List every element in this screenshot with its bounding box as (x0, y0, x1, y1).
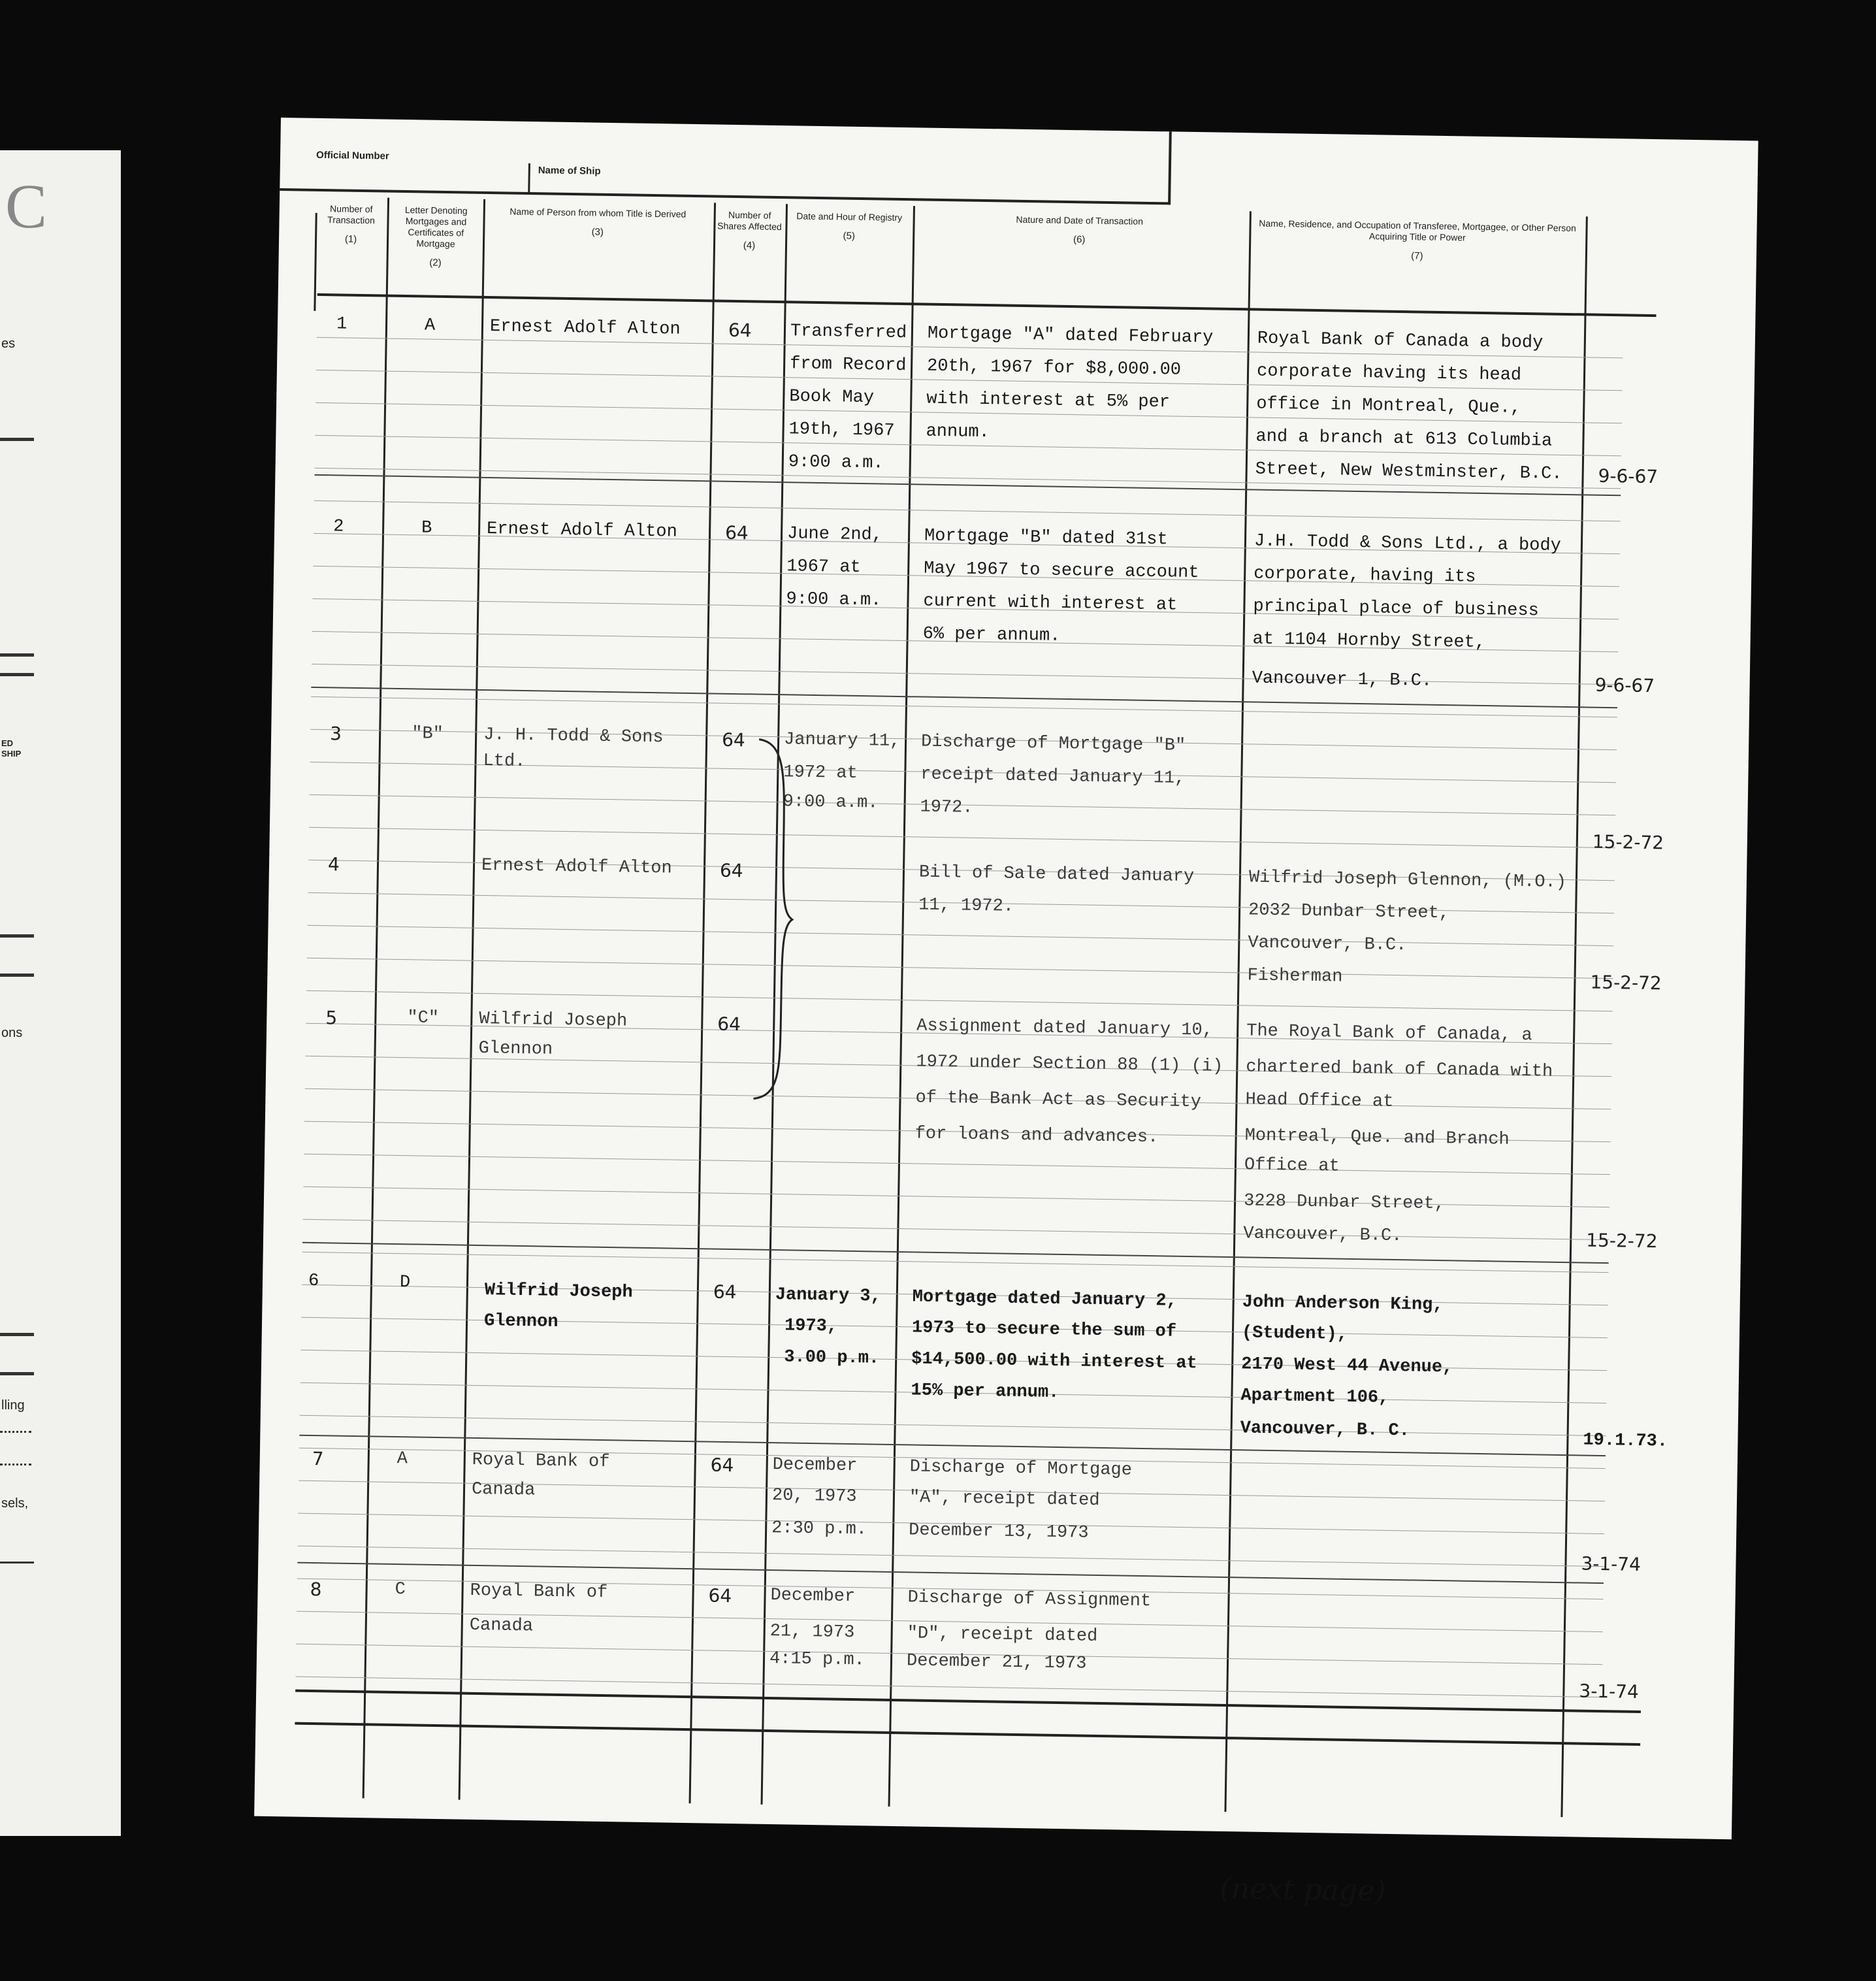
nature-line: 20th, 1967 for $8,000.00 (926, 356, 1182, 380)
nature-line: Discharge of Mortgage "B" (920, 732, 1186, 756)
column-header-registry-date: Date and Hour of Registry (5) (796, 210, 903, 242)
left-rule (0, 653, 34, 657)
registry-stamp-date: 9-6-67 (1594, 674, 1655, 697)
title-from: Canada (469, 1615, 534, 1637)
shares-affected: 64 (713, 1281, 737, 1303)
registry-date-line: 1973, (784, 1316, 838, 1337)
transaction-number: 8 (310, 1578, 322, 1601)
transferee-line: Office at (1244, 1155, 1340, 1177)
registry-date-line: 3.00 p.m. (784, 1347, 880, 1369)
title-from: Ernest Adolf Alton (489, 317, 681, 340)
transaction-number: 4 (327, 853, 340, 876)
left-fragment: ons (1, 1026, 23, 1040)
transaction-number: 1 (336, 314, 348, 335)
registry-stamp-date: 15-2-72 (1592, 830, 1664, 854)
left-dots (0, 1431, 31, 1433)
nature-line: "A", receipt dated (909, 1488, 1100, 1511)
nature-line: annum. (926, 421, 990, 443)
nature-line: 6% per annum. (922, 624, 1061, 646)
ship-register-page (254, 118, 1758, 1908)
ruled-line (298, 1546, 1604, 1567)
ruled-line (307, 958, 1613, 979)
transferee-line: (Student), (1241, 1323, 1348, 1345)
nature-line: Assignment dated January 10, (916, 1016, 1214, 1041)
registry-date-line: 9:00 a.m. (783, 792, 879, 813)
transferee-line: corporate having its head (1256, 361, 1522, 385)
ruled-line (309, 827, 1615, 848)
registry-stamp-date: 15-2-72 (1590, 971, 1662, 994)
shares-affected: 64 (708, 1584, 732, 1607)
nature-line: May 1967 to secure account (924, 559, 1199, 583)
registry-stamp-date: 19.1.73. (1583, 1430, 1668, 1452)
title-from: Ernest Adolf Alton (486, 519, 677, 542)
registry-date-line: Book May (789, 387, 875, 408)
nature-line: current with interest at (923, 591, 1178, 615)
shares-affected: 64 (728, 319, 752, 342)
registry-date-line: 19th, 1967 (788, 419, 895, 441)
nature-line: Discharge of Mortgage (909, 1457, 1133, 1481)
mortgage-letter: A (424, 316, 436, 336)
shares-affected: 64 (710, 1454, 734, 1477)
registry-stamp-date: 9-6-67 (1598, 465, 1658, 488)
nature-line: Discharge of Assignment (907, 1588, 1152, 1612)
registry-date-line: Transferred (790, 321, 907, 344)
title-from: Ernest Adolf Alton (481, 855, 672, 879)
nature-line: $14,500.00 with interest at (911, 1349, 1197, 1374)
transferee-line: Fisherman (1247, 966, 1343, 987)
registry-date-line: 9:00 a.m. (788, 452, 884, 474)
page-letter: C (5, 171, 48, 241)
left-fragment: lling (1, 1398, 25, 1413)
registry-date-line: 4:15 p.m. (769, 1649, 865, 1671)
grouping-bracket (750, 736, 801, 1103)
left-fragment: SHIP (1, 749, 22, 759)
column-header-shares: Number of Shares Affected (4) (717, 209, 782, 252)
previous-page-edge (0, 150, 121, 1836)
transferee-line: J.H. Todd & Sons Ltd., a body (1253, 531, 1562, 556)
registry-stamp-date: 3-1-74 (1579, 1680, 1640, 1703)
transferee-line: 3228 Dunbar Street, (1243, 1191, 1446, 1215)
ruled-line (302, 1252, 1609, 1273)
transferee-line: corporate, having its (1253, 564, 1476, 587)
column-rule (1224, 211, 1251, 1812)
left-rule (0, 1372, 34, 1375)
column-rule (1561, 216, 1587, 1817)
registry-stamp-date: 3-1-74 (1581, 1552, 1642, 1575)
transaction-number: 7 (312, 1448, 324, 1470)
column-rule (363, 198, 389, 1799)
ship-header-box (280, 118, 1172, 205)
transferee-line: Royal Bank of Canada a body (1257, 329, 1544, 353)
title-from: Canada (471, 1479, 536, 1501)
nature-line: December 13, 1973 (908, 1520, 1089, 1543)
left-rule (0, 673, 34, 676)
column-header-mortgage-letter: Letter Denoting Mortgages and Certificates of Mortgage (2) (404, 205, 468, 269)
entry-separator (302, 1242, 1609, 1264)
nature-line: December 21, 1973 (906, 1651, 1087, 1674)
next-page-note: (next page) (1220, 1871, 1386, 1908)
transferee-line: office in Montreal, Que., (1256, 394, 1521, 418)
nature-line: of the Bank Act as Security (915, 1088, 1202, 1113)
nature-line: Mortgage dated January 2, (912, 1287, 1178, 1311)
left-rule (0, 974, 34, 977)
title-from: Royal Bank of (472, 1450, 610, 1473)
left-fragment: ED (1, 738, 14, 748)
registry-date-line: January 3, (775, 1285, 882, 1307)
nature-line: for loans and advances. (914, 1124, 1159, 1148)
registry-date-line: from Record (789, 354, 907, 376)
nature-line: 11, 1972. (918, 895, 1014, 917)
transferee-line: and a branch at 613 Columbia (1255, 427, 1553, 451)
nature-line: "D", receipt dated (907, 1624, 1098, 1646)
transferee-line: John Anderson King, (1242, 1292, 1444, 1316)
transferee-line: principal place of business (1253, 597, 1540, 621)
left-rule (0, 438, 34, 441)
transferee-line: The Royal Bank of Canada, a (1246, 1021, 1532, 1046)
column-header-title-from: Name of Person from whom Title is Derived (3) (509, 206, 687, 238)
left-rule (0, 1333, 34, 1336)
registry-date-line: 1967 at (786, 557, 861, 578)
transaction-number: 6 (308, 1271, 319, 1292)
column-rule (459, 199, 485, 1800)
nature-line: Mortgage "A" dated February (927, 323, 1214, 348)
column-header-transaction-number: Number of Transaction (1) (327, 203, 375, 245)
transferee-line: 2032 Dunbar Street, (1248, 900, 1450, 924)
registry-date-line: January 11, (783, 730, 901, 752)
title-from: Royal Bank of (470, 1580, 608, 1603)
official-number-label: Official Number (315, 149, 389, 162)
transferee-line: Wilfrid Joseph Glennon, (M.O.) (1248, 868, 1567, 893)
transaction-number: 3 (329, 723, 342, 745)
registry-date-line: 21, 1973 (769, 1622, 855, 1643)
transferee-line: Street, New Westminster, B.C. (1255, 459, 1562, 484)
transferee-line: Vancouver 1, B.C. (1252, 668, 1432, 691)
mortgage-letter: C (395, 1580, 406, 1600)
registry-stamp-date: 15-2-72 (1586, 1229, 1658, 1252)
title-from: Wilfrid Joseph (479, 1009, 628, 1032)
registry-date-line: June 2nd, (786, 524, 883, 546)
registry-date-line: 20, 1973 (771, 1486, 857, 1507)
mortgage-letter: D (399, 1273, 411, 1293)
transferee-line: 2170 West 44 Avenue, (1240, 1354, 1453, 1378)
mortgage-letter: B (421, 518, 432, 538)
title-from: Glennon (478, 1038, 553, 1060)
column-rule (689, 203, 716, 1803)
table-bottom-rule (295, 1690, 1641, 1713)
transaction-number: 2 (332, 517, 344, 537)
title-from: J. H. Todd & Sons (483, 725, 664, 748)
column-header-nature: Nature and Date of Transaction (6) (1016, 214, 1144, 246)
transferee-line: Vancouver, B.C. (1243, 1224, 1402, 1247)
title-from: Wilfrid Joseph (484, 1281, 633, 1303)
left-fragment: sels, (1, 1496, 29, 1511)
transaction-number: 5 (325, 1007, 338, 1029)
transferee-line: Head Office at (1245, 1090, 1394, 1112)
left-rule (0, 1562, 34, 1564)
registry-date-line: 9:00 a.m. (786, 589, 882, 611)
mortgage-letter: A (396, 1449, 408, 1469)
transferee-line: chartered bank of Canada with (1246, 1057, 1553, 1082)
ruled-line (311, 696, 1617, 717)
title-from: Glennon (483, 1311, 558, 1332)
registry-date-line: December (770, 1586, 856, 1607)
mortgage-letter: "C" (407, 1008, 440, 1028)
transferee-line: Vancouver, B. C. (1240, 1418, 1410, 1441)
left-rule (0, 934, 34, 938)
registry-date-line: December (772, 1455, 858, 1477)
nature-line: receipt dated January 11, (920, 764, 1186, 789)
column-header-transferee: Name, Residence, and Occupation of Transferee, Mortgagee, or Other Person Acquiring Title or Power (7) (1259, 218, 1577, 262)
left-dots (0, 1464, 31, 1465)
nature-line: 1972 under Section 88 (1) (i) (916, 1052, 1223, 1077)
registry-date-line: 2:30 p.m. (771, 1518, 867, 1540)
registry-date-line: 1972 at (783, 762, 858, 783)
shares-affected: 64 (717, 1013, 741, 1036)
title-from: Ltd. (483, 751, 526, 772)
transferee-line: at 1104 Hornby Street, (1252, 629, 1486, 653)
nature-line: 15% per annum. (911, 1381, 1059, 1403)
ship-name-label: Name of Ship (538, 165, 601, 177)
transferee-line: Montreal, Que. and Branch (1244, 1126, 1510, 1150)
shares-affected: 64 (721, 729, 746, 751)
nature-line: Bill of Sale dated January (918, 862, 1195, 887)
page-bottom-rule (295, 1722, 1640, 1746)
nature-line: 1972. (920, 797, 973, 818)
nature-line: with interest at 5% per (926, 389, 1171, 413)
nature-line: Mortgage "B" dated 31st (924, 526, 1168, 550)
ruled-line (303, 1219, 1609, 1240)
shares-affected: 64 (724, 521, 749, 544)
shares-affected: 64 (719, 859, 743, 882)
transferee-line: Apartment 106, (1240, 1386, 1389, 1408)
transferee-line: Vancouver, B.C. (1248, 933, 1407, 956)
ruled-line (304, 1154, 1610, 1175)
ruled-line (300, 1415, 1606, 1436)
mortgage-letter: "B" (411, 724, 444, 745)
nature-line: 1973 to secure the sum of (911, 1318, 1177, 1342)
left-fragment: es (1, 336, 16, 351)
